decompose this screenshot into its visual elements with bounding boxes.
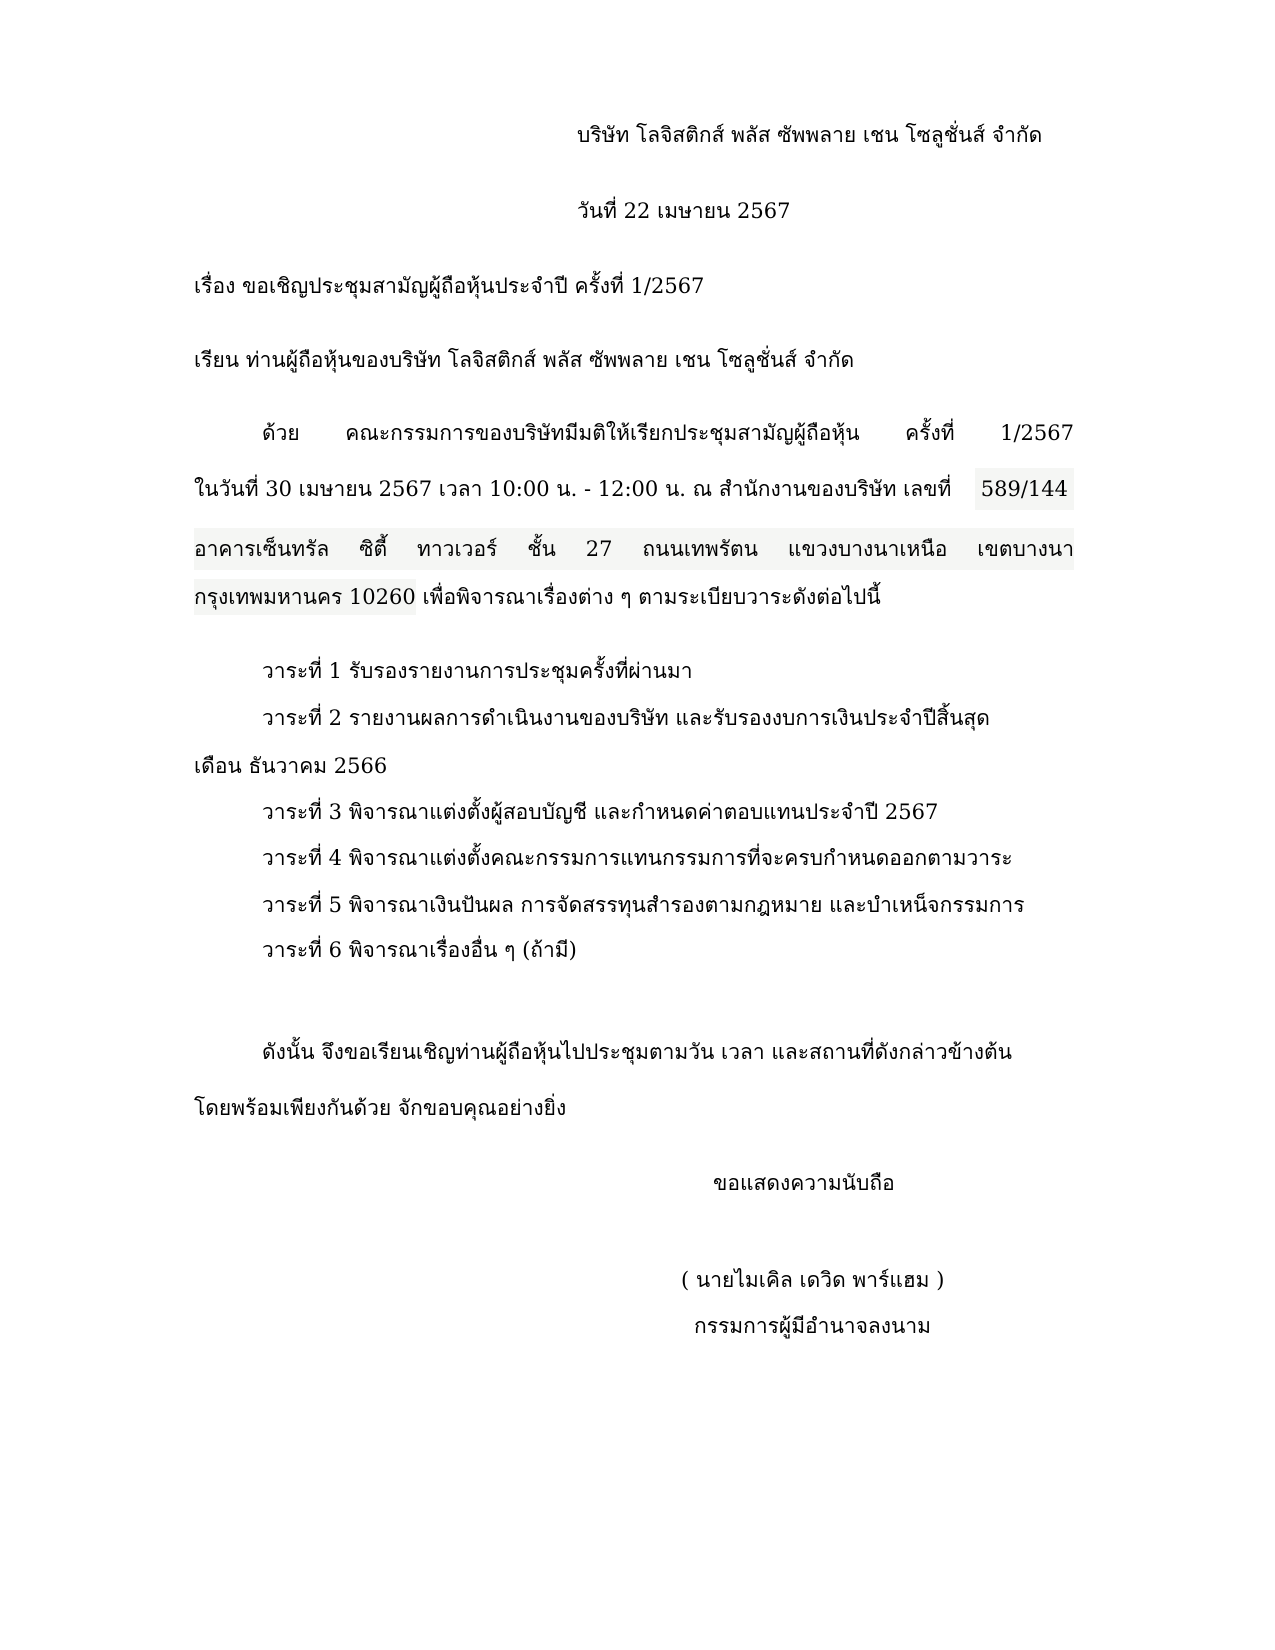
body-line-4 [194,582,881,612]
closing-line-1: ดังนั้น จึงขอเรียนเชิญท่านผู้ถือหุ้นไปประชุมตามวัน เวลา และสถานที่ดังกล่าวข้างต้น [262,1040,1013,1064]
recipient-line: เรียน ท่านผู้ถือหุ้นของบริษัท โลจิสติกส์ พลัส ซัพพลาย เชน โซลูชั่นส์ จำกัด [194,348,855,372]
signatory-title: กรรมการผู้มีอำนาจลงนาม [694,1314,932,1338]
agenda-item: วาระที่ 1 รับรองรายงานการประชุมครั้งที่ผ่านมา [262,659,693,683]
agenda-item: วาระที่ 5 พิจารณาเงินปันผล การจัดสรรทุนสำรองตามกฎหมาย และบำเหน็จกรรมการ [262,893,1025,917]
body-line-4-text: เพื่อพิจารณาเรื่องต่าง ๆ ตามระเบียบวาระดังต่อไปนี้ [422,585,881,609]
body-line-3: อาคารเซ็นทรัล ซิตี้ ทาวเวอร์ ชั้น 27 ถนนเทพรัตน แขวงบางนาเหนือ เขตบางนา [194,528,1074,570]
letter-date: วันที่ 22 เมษายน 2567 [577,199,791,223]
signatory-name: ( นายไมเคิล เดวิด พาร์แฮม ) [681,1268,945,1292]
regards: ขอแสดงความนับถือ [713,1171,895,1195]
agenda-item: วาระที่ 3 พิจารณาแต่งตั้งผู้สอบบัญชี และกำหนดค่าตอบแทนประจำปี 2567 [262,800,939,824]
agenda-item: วาระที่ 4 พิจารณาแต่งตั้งคณะกรรมการแทนกรรมการที่จะครบกำหนดออกตามวาระ [262,846,1013,870]
body-line-2 [194,474,1074,504]
body-line-2-text: ในวันที่ 30 เมษายน 2567 เวลา 10:00 น. - 12:00 น. ณ สำนักงานของบริษัท เลขที่ [194,477,952,501]
postal-address: กรุงเทพมหานคร 10260 [194,579,416,615]
closing-line-2: โดยพร้อมเพียงกันด้วย จักขอบคุณอย่างยิ่ง [194,1096,567,1120]
company-name: บริษัท โลจิสติกส์ พลัส ซัพพลาย เชน โซลูชั่นส์ จำกัด [577,123,1043,147]
subject-line: เรื่อง ขอเชิญประชุมสามัญผู้ถือหุ้นประจำปี ครั้งที่ 1/2567 [194,274,705,298]
agenda-item-continuation: เดือน ธันวาคม 2566 [194,754,388,778]
body-line-1: ด้วย คณะกรรมการของบริษัทมีมติให้เรียกประชุมสามัญผู้ถือหุ้น ครั้งที่ 1/2567 [262,421,1074,445]
agenda-item: วาระที่ 2 รายงานผลการดำเนินงานของบริษัท และรับรองงบการเงินประจำปีสิ้นสุด [262,706,990,730]
agenda-item: วาระที่ 6 พิจารณาเรื่องอื่น ๆ (ถ้ามี) [262,938,577,962]
address-number: 589/144 [975,468,1074,510]
